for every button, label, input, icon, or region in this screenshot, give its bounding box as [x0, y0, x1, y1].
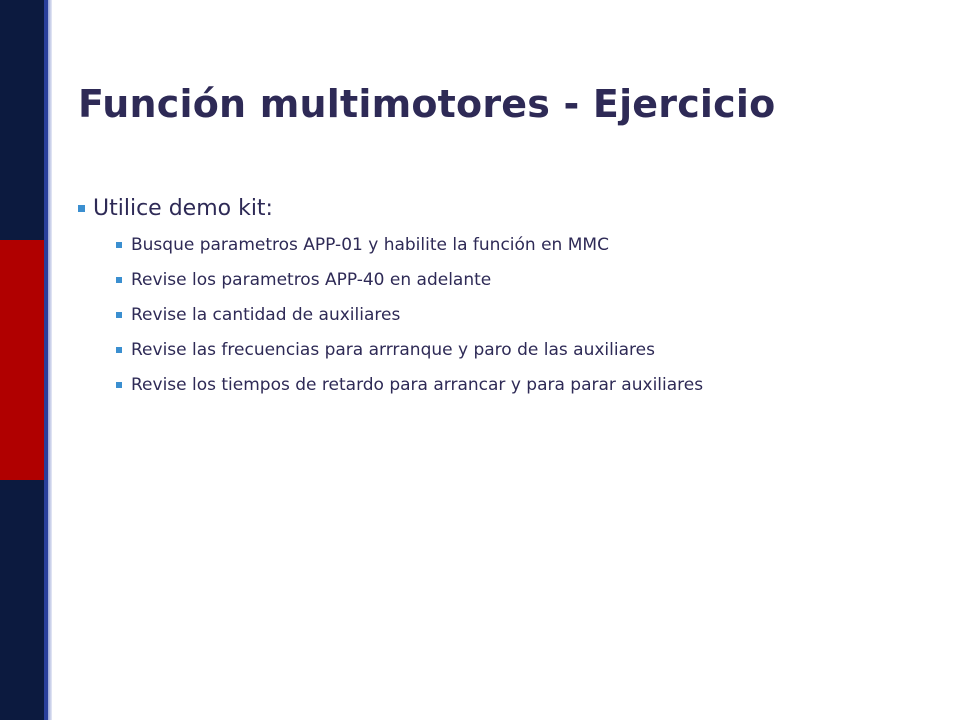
square-bullet-icon	[116, 242, 122, 248]
sub-bullet-item	[116, 235, 886, 255]
bullet-text: Utilice demo kit:	[93, 196, 273, 221]
sub-bullet-text: Revise los parametros APP-40 en adelante	[131, 270, 492, 290]
decorative-sidebar	[0, 0, 52, 720]
bullet-item	[78, 196, 886, 221]
square-bullet-icon	[116, 382, 122, 388]
sub-bullet-text: Revise las frecuencias para arrranque y paro de las auxiliares	[131, 340, 655, 360]
sub-bullet-item	[116, 340, 886, 360]
sub-bullet-text: Revise los tiempos de retardo para arrancar y para parar auxiliares	[131, 375, 704, 395]
sub-bullet-list	[116, 235, 886, 395]
square-bullet-icon	[116, 312, 122, 318]
square-bullet-icon	[78, 205, 85, 212]
sidebar-band-middle	[0, 240, 44, 480]
slide-content	[78, 196, 886, 410]
slide-title: Función multimotores - Ejercicio	[78, 82, 776, 126]
sub-bullet-item	[116, 375, 886, 395]
sub-bullet-text: Busque parametros APP-01 y habilite la función en MMC	[131, 235, 609, 255]
sub-bullet-item	[116, 305, 886, 325]
sidebar-edge-gradient	[48, 0, 52, 720]
sidebar-band-top	[0, 0, 44, 240]
square-bullet-icon	[116, 277, 122, 283]
sub-bullet-item	[116, 270, 886, 290]
square-bullet-icon	[116, 347, 122, 353]
sub-bullet-text: Revise la cantidad de auxiliares	[131, 305, 401, 325]
sidebar-band-bottom	[0, 480, 44, 720]
